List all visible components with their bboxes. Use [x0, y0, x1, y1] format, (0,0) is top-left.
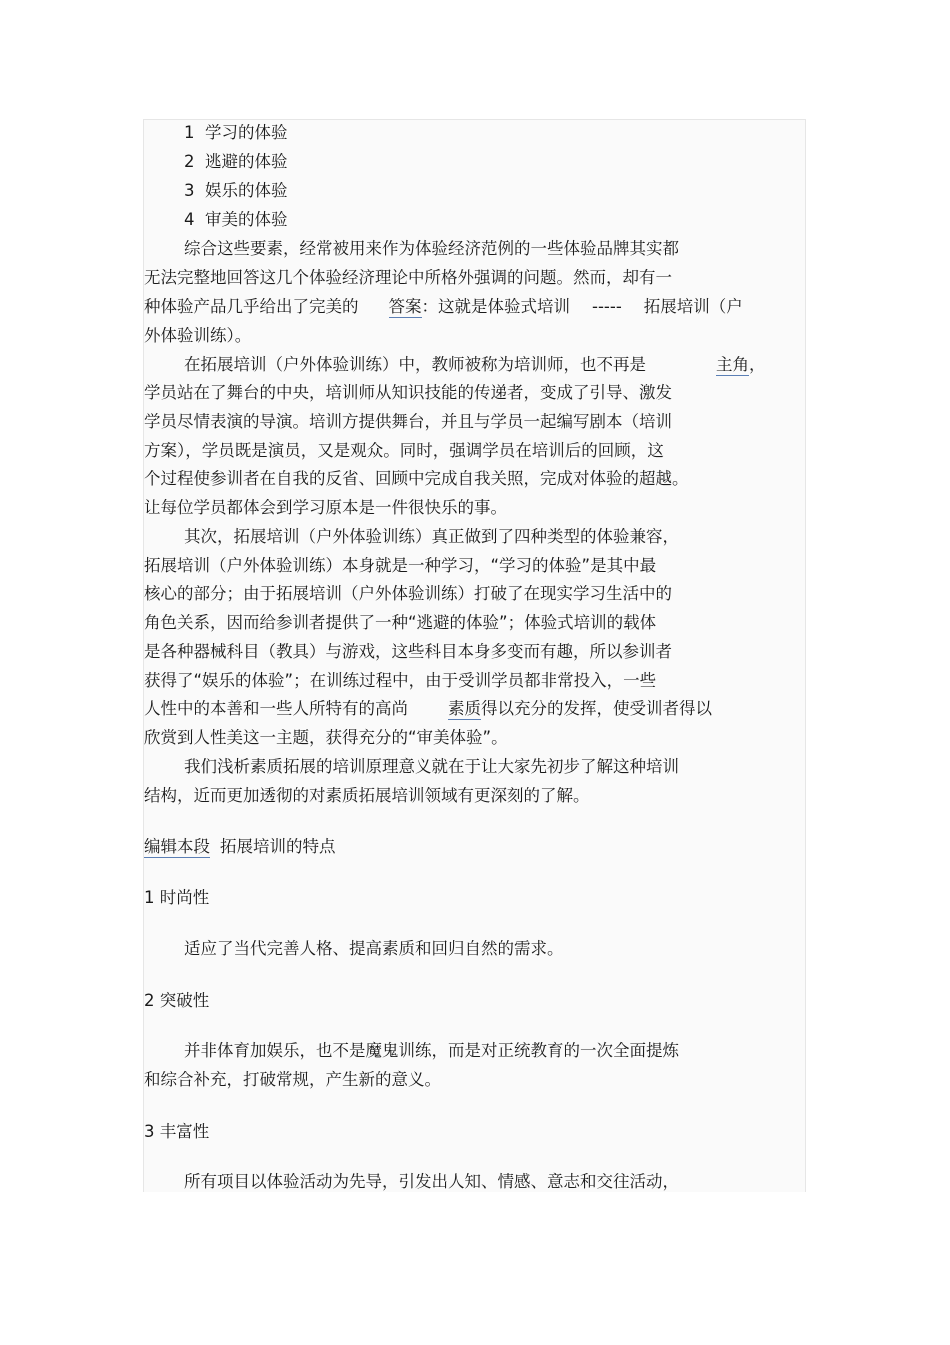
paragraph-line: 让每位学员都体会到学习原本是一件很快乐的事。 — [144, 498, 507, 517]
paragraph-line: 学员站在了舞台的中央，培训师从知识技能的传递者，变成了引导、激发 — [144, 383, 672, 402]
paragraph-line: 结构，近而更加透彻的对素质拓展培训领域有更深刻的了解。 — [144, 786, 590, 805]
feature-heading: 2 突破性 — [144, 991, 210, 1010]
paragraph-line: 种体验产品几乎给出了完美的 答案：这就是体验式培训 ----- 拓展培训（户 — [144, 297, 743, 316]
paragraph-line: 我们浅析素质拓展的培训原理意义就在于让大家先初步了解这种培训 — [184, 757, 679, 776]
feature-text: 和综合补充，打破常规，产生新的意义。 — [144, 1070, 441, 1089]
answer-link[interactable]: 答案 — [388, 297, 422, 316]
paragraph-line: 综合这些要素，经常被用来作为体验经济范例的一些体验品牌其实都 — [184, 239, 679, 258]
feature-text: 适应了当代完善人格、提高素质和回归自然的需求。 — [184, 939, 564, 958]
section-title: 拓展培训的特点 — [220, 837, 336, 856]
paragraph-line: 欣赏到人性美这一主题，获得充分的“审美体验”。 — [144, 728, 508, 747]
list-item: 3 娱乐的体验 — [184, 181, 288, 200]
paragraph-line: 外体验训练）。 — [144, 326, 252, 345]
quality-link[interactable]: 素质 — [448, 699, 481, 718]
paragraph-line: 是各种器械科目（教具）与游戏，这些科目本身多变而有趣，所以参训者 — [144, 642, 672, 661]
paragraph-line: 核心的部分；由于拓展培训（户外体验训练）打破了在现实学习生活中的 — [144, 584, 672, 603]
list-item: 2 逃避的体验 — [184, 152, 288, 171]
paragraph-line: 方案），学员既是演员，又是观众。同时，强调学员在培训后的回顾，这 — [144, 441, 664, 460]
feature-text: 并非体育加娱乐，也不是魔鬼训练，而是对正统教育的一次全面提炼 — [184, 1041, 679, 1060]
feature-heading: 1 时尚性 — [144, 888, 210, 907]
paragraph-line: 角色关系，因而给参训者提供了一种“逃避的体验”；体验式培训的载体 — [144, 613, 657, 632]
paragraph-line: 其次，拓展培训（户外体验训练）真正做到了四种类型的体验兼容， — [184, 527, 679, 546]
paragraph-line: 拓展培训（户外体验训练）本身就是一种学习，“学习的体验”是其中最 — [144, 556, 657, 575]
feature-heading: 3 丰富性 — [144, 1122, 210, 1141]
paragraph-line: 无法完整地回答这几个体验经济理论中所格外强调的问题。然而，却有一 — [144, 268, 672, 287]
paragraph-line: 学员尽情表演的导演。培训方提供舞台，并且与学员一起编写剧本（培训 — [144, 412, 672, 431]
paragraph-line: 在拓展培训（户外体验训练）中，教师被称为培训师，也不再是 主角， — [184, 355, 766, 374]
list-item: 1 学习的体验 — [184, 123, 288, 142]
paragraph-line: 人性中的本善和一些人所特有的高尚 素质得以充分的发挥，使受训者得以 — [144, 699, 712, 718]
protagonist-link[interactable]: 主角 — [716, 355, 749, 374]
paragraph-line: 获得了“娱乐的体验”；在训练过程中，由于受训学员都非常投入，一些 — [144, 671, 657, 690]
feature-text: 所有项目以体验活动为先导，引发出人知、情感、意志和交往活动， — [184, 1172, 679, 1191]
edit-section-link[interactable]: 编辑本段 — [144, 837, 210, 856]
list-item: 4 审美的体验 — [184, 210, 288, 229]
section-heading — [144, 836, 336, 858]
paragraph-line: 个过程使参训者在自我的反省、回顾中完成自我关照，完成对体验的超越。 — [144, 469, 689, 488]
